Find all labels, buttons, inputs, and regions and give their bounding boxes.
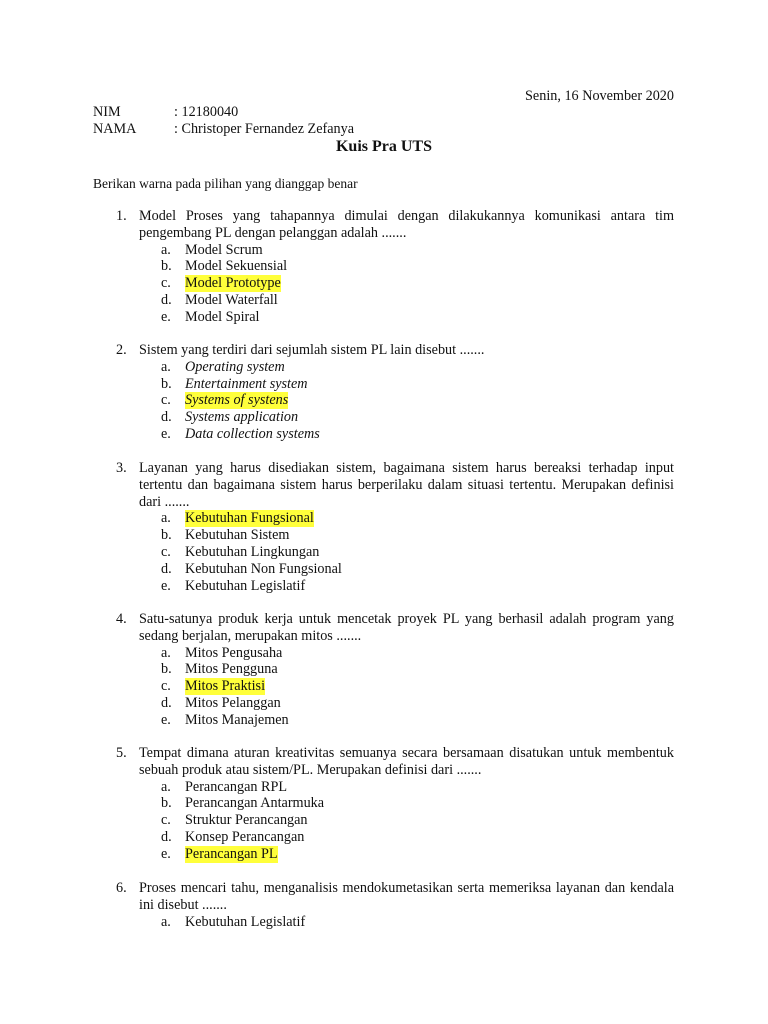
option-text: Mitos Pengguna [185, 661, 278, 678]
question-2 [116, 342, 674, 443]
option-b[interactable] [161, 258, 674, 275]
option-list [116, 510, 674, 594]
nim-value: : 12180040 [174, 104, 239, 120]
question-text: Model Proses yang tahapannya dimulai dengan dilakukannya komunikasi antara tim pengembang PL dengan pelanggan adalah ....... [139, 208, 674, 241]
question-number: 2. [116, 342, 127, 358]
option-text: Perancangan Antarmuka [185, 795, 325, 812]
option-e[interactable] [161, 846, 674, 863]
question-number: 5. [116, 745, 127, 761]
option-letter: c. [161, 275, 171, 292]
option-letter: e. [161, 425, 171, 442]
option-e[interactable] [161, 578, 674, 595]
question-number: 6. [116, 880, 127, 896]
option-text: Model Waterfall [185, 291, 278, 308]
option-text: Perancangan RPL [185, 778, 288, 795]
option-text: Kebutuhan Fungsional [185, 510, 314, 527]
option-c[interactable] [161, 392, 674, 409]
option-c[interactable] [161, 812, 674, 829]
option-text: Mitos Manajemen [185, 711, 289, 728]
question-5 [116, 745, 674, 863]
nim-row [93, 104, 593, 121]
option-text: Kebutuhan Sistem [185, 527, 290, 544]
option-text: Kebutuhan Legislatif [185, 577, 306, 594]
option-letter: d. [161, 560, 172, 577]
document-date: Senin, 16 November 2020 [525, 88, 674, 104]
option-letter: b. [161, 375, 172, 392]
option-text: Systems of systens [185, 392, 289, 409]
option-letter: c. [161, 678, 171, 695]
question-3 [116, 460, 674, 594]
option-a[interactable] [161, 645, 674, 662]
option-text: Mitos Pengusaha [185, 644, 283, 661]
option-letter: d. [161, 694, 172, 711]
option-letter: a. [161, 644, 171, 661]
option-text: Kebutuhan Legislatif [185, 913, 306, 930]
option-letter: d. [161, 291, 172, 308]
option-b[interactable] [161, 661, 674, 678]
option-text: Systems application [185, 409, 299, 426]
option-c[interactable] [161, 275, 674, 292]
nama-label: NAMA [93, 121, 137, 137]
option-text: Model Spiral [185, 308, 260, 325]
option-c[interactable] [161, 544, 674, 561]
option-a[interactable] [161, 779, 674, 796]
option-letter: b. [161, 258, 172, 275]
option-text: Konsep Perancangan [185, 828, 305, 845]
question-4 [116, 611, 674, 729]
option-letter: b. [161, 661, 172, 678]
nim-label: NIM [93, 104, 121, 120]
option-letter: a. [161, 778, 171, 795]
option-text: Kebutuhan Lingkungan [185, 543, 320, 560]
option-text: Mitos Pelanggan [185, 694, 281, 711]
option-list [116, 242, 674, 326]
option-text: Data collection systems [185, 425, 320, 442]
option-list [116, 779, 674, 863]
option-letter: d. [161, 409, 172, 426]
question-stem [116, 208, 674, 242]
instruction-text: Berikan warna pada pilihan yang dianggap benar [93, 176, 358, 191]
option-text: Model Prototype [185, 275, 281, 292]
option-letter: b. [161, 795, 172, 812]
option-letter: b. [161, 527, 172, 544]
option-letter: c. [161, 812, 171, 829]
question-text: Layanan yang harus disediakan sistem, bagaimana sistem harus bereaksi terhadap input tertentu dan bagaimana sistem harus berperilaku dalam situasi tertentu. Merupakan definisi dari ....... [139, 460, 674, 510]
option-letter: a. [161, 510, 171, 527]
option-list [116, 645, 674, 729]
option-b[interactable] [161, 527, 674, 544]
option-letter: e. [161, 577, 171, 594]
option-letter: a. [161, 358, 171, 375]
option-a[interactable] [161, 510, 674, 527]
option-d[interactable] [161, 695, 674, 712]
option-e[interactable] [161, 426, 674, 443]
option-text: Kebutuhan Non Fungsional [185, 560, 342, 577]
question-stem [116, 342, 674, 359]
option-e[interactable] [161, 309, 674, 326]
option-letter: c. [161, 543, 171, 560]
question-stem [116, 745, 674, 779]
option-letter: e. [161, 711, 171, 728]
question-text: Tempat dimana aturan kreativitas semuanya secara bersamaan disatukan untuk membentuk sebuah produk atau sistem/PL. Merupakan definisi dari ....... [139, 745, 674, 778]
option-b[interactable] [161, 376, 674, 393]
option-list [116, 914, 674, 931]
student-identity [93, 104, 593, 138]
option-d[interactable] [161, 829, 674, 846]
option-letter: c. [161, 392, 171, 409]
option-text: Struktur Perancangan [185, 812, 308, 829]
option-letter: d. [161, 828, 172, 845]
question-stem [116, 880, 674, 914]
option-text: Operating system [185, 358, 285, 375]
option-list [116, 359, 674, 443]
question-number: 3. [116, 460, 127, 476]
question-stem [116, 460, 674, 510]
option-c[interactable] [161, 678, 674, 695]
question-number: 1. [116, 208, 127, 224]
question-text: Satu-satunya produk kerja untuk mencetak proyek PL yang berhasil adalah program yang sedang berjalan, merupakan mitos ....... [139, 611, 674, 644]
option-letter: e. [161, 845, 171, 862]
option-letter: a. [161, 913, 171, 930]
option-a[interactable] [161, 359, 674, 376]
question-text: Sistem yang terdiri dari sejumlah sistem PL lain disebut ....... [139, 342, 485, 358]
quiz-title: Kuis Pra UTS [335, 138, 432, 155]
question-1 [116, 208, 674, 326]
option-text: Model Sekuensial [185, 258, 288, 275]
option-text: Model Scrum [185, 241, 263, 258]
option-letter: e. [161, 308, 171, 325]
option-text: Perancangan PL [185, 845, 278, 862]
nama-row [93, 121, 593, 138]
question-6 [116, 880, 674, 930]
option-d[interactable] [161, 409, 674, 426]
nama-value: : Christoper Fernandez Zefanya [174, 121, 355, 137]
option-a[interactable] [161, 914, 674, 931]
option-d[interactable] [161, 561, 674, 578]
option-d[interactable] [161, 292, 674, 309]
option-a[interactable] [161, 242, 674, 259]
option-letter: a. [161, 241, 171, 258]
question-text: Proses mencari tahu, menganalisis mendokumetasikan serta memeriksa layanan dan kendala ini disebut ....... [139, 880, 674, 913]
question-number: 4. [116, 611, 127, 627]
option-e[interactable] [161, 712, 674, 729]
question-stem [116, 611, 674, 645]
option-text: Entertainment system [185, 375, 308, 392]
option-b[interactable] [161, 795, 674, 812]
option-text: Mitos Praktisi [185, 678, 266, 695]
